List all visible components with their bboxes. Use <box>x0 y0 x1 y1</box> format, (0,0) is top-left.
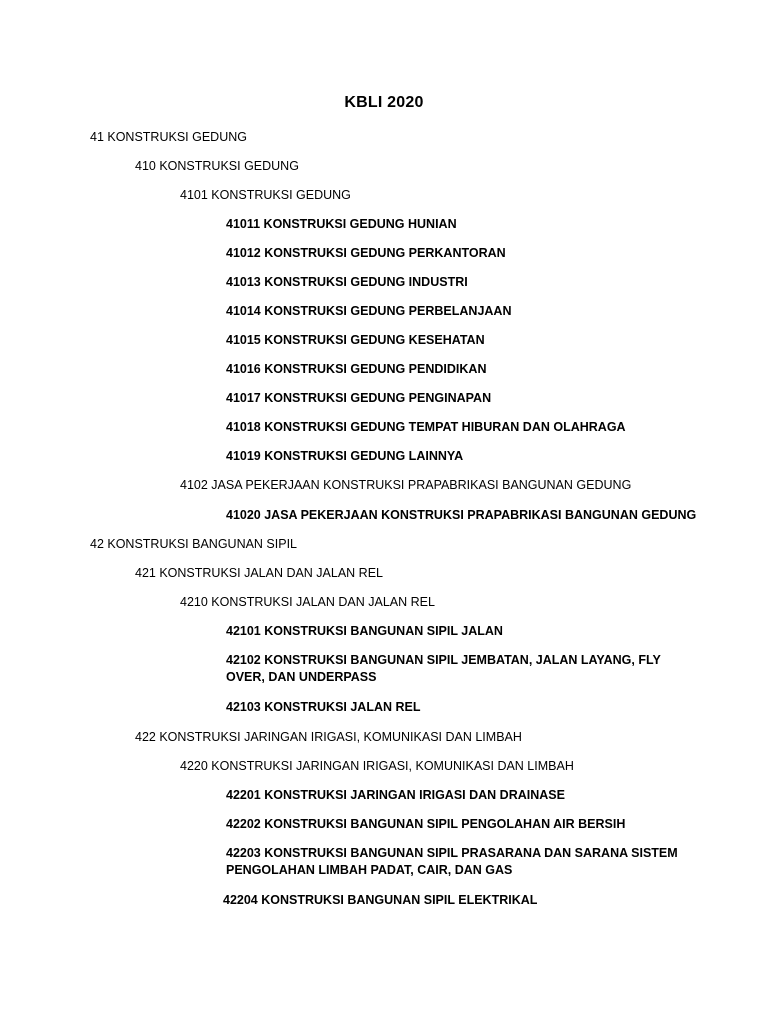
entry-42203: 42203 KONSTRUKSI BANGUNAN SIPIL PRASARANA DAN SARANA SISTEM PENGOLAHAN LIMBAH PADAT, CAIR, DAN GAS <box>226 846 678 877</box>
entry-41017: 41017 KONSTRUKSI GEDUNG PENGINAPAN <box>226 391 492 405</box>
entry-422: 422 KONSTRUKSI JARINGAN IRIGASI, KOMUNIKASI DAN LIMBAH <box>135 730 522 744</box>
entry-42101: 42101 KONSTRUKSI BANGUNAN SIPIL JALAN <box>226 624 503 638</box>
entry-4220: 4220 KONSTRUKSI JARINGAN IRIGASI, KOMUNIKASI DAN LIMBAH <box>180 759 574 773</box>
entry-42202: 42202 KONSTRUKSI BANGUNAN SIPIL PENGOLAHAN AIR BERSIH <box>226 817 626 831</box>
entry-41: 41 KONSTRUKSI GEDUNG <box>90 130 247 144</box>
entry-4210: 4210 KONSTRUKSI JALAN DAN JALAN REL <box>180 595 435 609</box>
entry-42201: 42201 KONSTRUKSI JARINGAN IRIGASI DAN DRAINASE <box>226 788 565 802</box>
entry-421: 421 KONSTRUKSI JALAN DAN JALAN REL <box>135 566 383 580</box>
entry-42102: 42102 KONSTRUKSI BANGUNAN SIPIL JEMBATAN, JALAN LAYANG, FLY OVER, DAN UNDERPASS <box>226 653 661 684</box>
entry-42103: 42103 KONSTRUKSI JALAN REL <box>226 700 421 714</box>
entry-41018: 41018 KONSTRUKSI GEDUNG TEMPAT HIBURAN DAN OLAHRAGA <box>226 420 626 434</box>
entry-41015: 41015 KONSTRUKSI GEDUNG KESEHATAN <box>226 333 485 347</box>
entry-42: 42 KONSTRUKSI BANGUNAN SIPIL <box>90 537 298 551</box>
entry-41014: 41014 KONSTRUKSI GEDUNG PERBELANJAAN <box>226 304 512 318</box>
entry-41020: 41020 JASA PEKERJAAN KONSTRUKSI PRAPABRIKASI BANGUNAN GEDUNG <box>226 508 697 522</box>
entry-410: 410 KONSTRUKSI GEDUNG <box>135 159 299 173</box>
document-title: KBLI 2020 <box>344 94 424 111</box>
entry-41016: 41016 KONSTRUKSI GEDUNG PENDIDIKAN <box>226 362 487 376</box>
entry-4102: 4102 JASA PEKERJAAN KONSTRUKSI PRAPABRIKASI BANGUNAN GEDUNG <box>180 478 632 492</box>
entry-4101: 4101 KONSTRUKSI GEDUNG <box>180 188 351 202</box>
entry-41011: 41011 KONSTRUKSI GEDUNG HUNIAN <box>226 217 457 231</box>
entry-41012: 41012 KONSTRUKSI GEDUNG PERKANTORAN <box>226 246 506 260</box>
entry-42204: 42204 KONSTRUKSI BANGUNAN SIPIL ELEKTRIKAL <box>223 893 538 907</box>
entry-41019: 41019 KONSTRUKSI GEDUNG LAINNYA <box>226 449 464 463</box>
entry-41013: 41013 KONSTRUKSI GEDUNG INDUSTRI <box>226 275 468 289</box>
